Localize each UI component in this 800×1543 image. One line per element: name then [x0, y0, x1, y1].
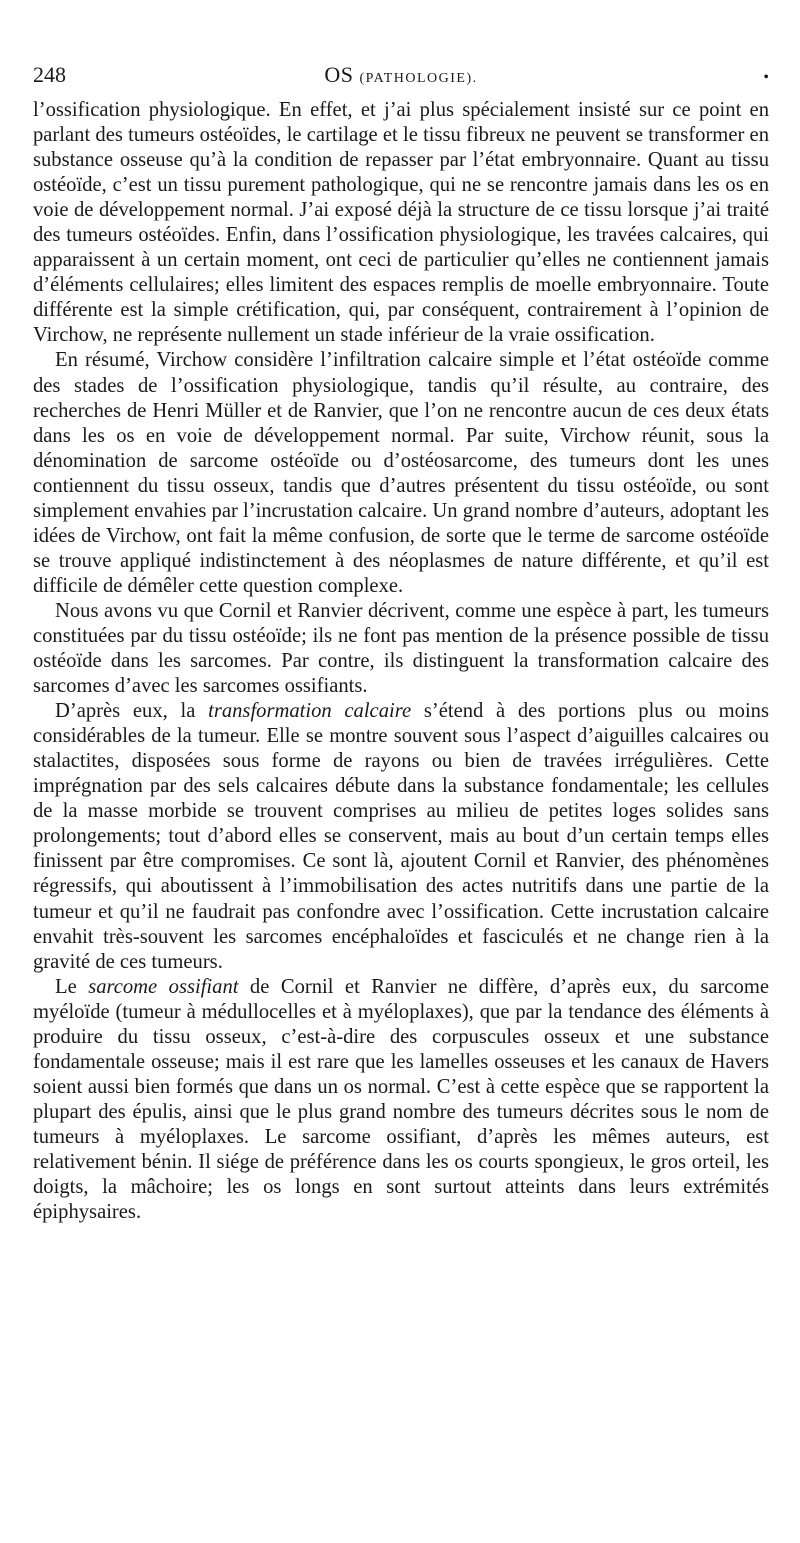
- page-number: 248: [33, 62, 66, 87]
- paragraph-3: [33, 599, 769, 699]
- header-mark: •: [763, 69, 769, 86]
- paragraph-text: s’étend à des portions plus ou moins considérables de la tumeur. Elle se montre souvent sous l’aspect d’aiguilles calcaires ou stalactites, disposées sous forme de rayons ou bien de travées irrégulières. Cette imprégnation par des sels calcaires débute dans la substance fondamentale; les cellules de la masse morbide se trouvent comprises au milieu de petites loges solides sans prolongements; tout d’abord elles se conservent, mais au bout d’un certain temps elles finissent par être compromises. Ce sont là, ajoutent Cornil et Ranvier, des phénomènes régressifs, qui aboutissent à l’immobilisation des actes nutritifs dans une partie de la tumeur et qu’il ne faudrait pas confondre avec l’ossification. Cette incrustation calcaire envahit très-souvent les sarcomes encéphaloïdes et fasciculés et ne change rien à la gravité de ces tumeurs.: [33, 700, 769, 973]
- book-page: [33, 62, 769, 1225]
- italic-term: transformation calcaire: [208, 700, 412, 723]
- paragraph-text: D’après eux, la: [55, 700, 209, 723]
- paragraph-text: En résumé, Virchow considère l’infiltration calcaire simple et l’état ostéoïde comme des stades de l’ossification physiologique, tandis qu’il résulte, au contraire, des recherches de Henri Müller et de Ranvier, que l’on ne rencontre aucun de ces deux états dans les os en voie de développement normal. Par suite, Virchow réunit, sous la dénomination de sarcome ostéoïde ou d’ostéosarcome, des tumeurs dont les unes contiennent du tissu osseux, tandis que d’autres présentent du tissu ostéoïde, ou sont simplement envahies par l’incrustation calcaire. Un grand nombre d’auteurs, adoptant les idées de Virchow, ont fait la même confusion, de sorte que le terme de sarcome ostéoïde se trouve appliqué indistinctement à des néoplasmes de nature différente, et qu’il est difficile de démêler cette question complexe.: [33, 349, 769, 597]
- paragraph-2: [33, 348, 769, 598]
- running-title-sub: (PATHOLOGIE).: [359, 71, 478, 86]
- paragraph-text: Le: [55, 975, 89, 998]
- paragraph-text: Nous avons vu que Cornil et Ranvier décrivent, comme une espèce à part, les tumeurs constituées par du tissu ostéoïde; ils ne font pas mention de la présence possible de tissu ostéoïde dans les sarcomes. Par contre, ils distinguent la transformation calcaire des sarcomes d’avec les sarcomes ossifiants.: [33, 599, 769, 698]
- paragraph-text: de Cornil et Ranvier ne diffère, d’après eux, du sarcome myéloïde (tumeur à médullocelles et à myéloplaxes), que par la tendance des éléments à produire du tissu osseux, c’est-à-dire des corpuscules osseux et une substance fondamentale osseuse; mais il est rare que les lamelles osseuses et les canaux de Havers soient aussi bien formés que dans un os normal. C’est à cette espèce que se rapportent la plupart des épulis, ainsi que le plus grand nombre des tumeurs décrites sous le nom de tumeurs à myéloplaxes. Le sarcome ossifiant, d’après les mêmes auteurs, est relativement bénin. Il siége de préférence dans les os courts spongieux, le gros orteil, les doigts, la mâchoire; les os longs en sont surtout atteints dans leurs extrémités épiphysaires.: [33, 975, 769, 1224]
- italic-term: sarcome ossifiant: [88, 975, 239, 998]
- running-title: [324, 62, 477, 88]
- paragraph-4: [33, 699, 769, 975]
- paragraph-5: [33, 975, 769, 1225]
- body-text: [33, 98, 769, 1225]
- paragraph-1: [33, 98, 769, 348]
- running-head: [33, 62, 769, 96]
- paragraph-text: l’ossification physiologique. En effet, et j’ai plus spécialement insisté sur ce point en parlant des tumeurs ostéoïdes, le cartilage et le tissu fibreux ne peuvent se transformer en substance osseuse qu’à la condition de repasser par l’état embryonnaire. Quant au tissu ostéoïde, c’est un tissu purement pathologique, qui ne se rencontre jamais dans les os en voie de développement normal. J’ai exposé déjà la structure de ce tissu lorsque j’ai traité des tumeurs ostéoïdes. Enfin, dans l’ossification physiologique, les travées calcaires, qui apparaissent à un certain moment, ont ceci de particulier qu’elles ne contiennent jamais d’éléments cellulaires; elles limitent des espaces remplis de moelle embryonnaire. Toute différente est la simple crétification, qui, par conséquent, contrairement à l’opinion de Virchow, ne représente nullement un stade inférieur de la vraie ossification.: [33, 99, 769, 347]
- running-title-main: OS: [324, 62, 354, 87]
